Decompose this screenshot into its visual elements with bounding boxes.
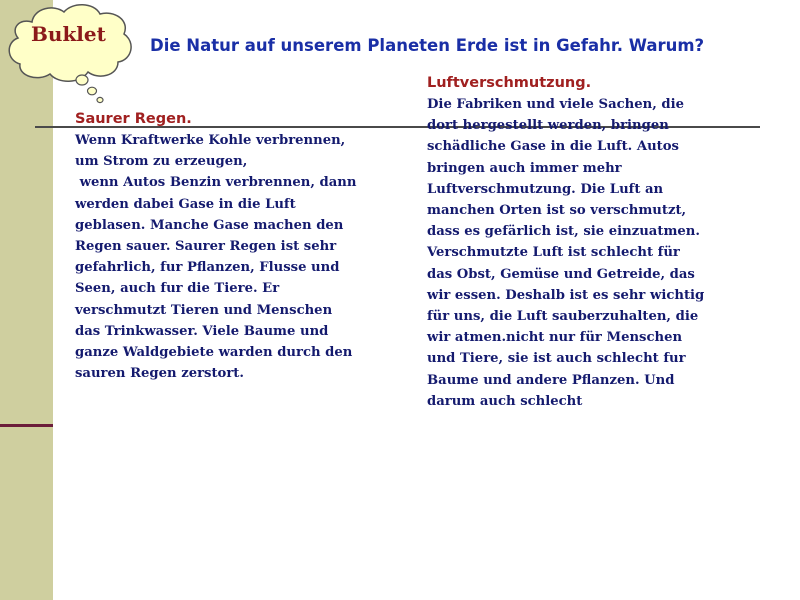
text-line: Wenn Kraftwerke Kohle verbrennen, <box>75 133 346 148</box>
text-line: das Obst, Gemüse und Getreide, das <box>427 266 695 282</box>
text-line: Baume und andere Pflanzen. Und <box>427 372 675 388</box>
text-line: wir atmen.nicht nur für Menschen <box>427 330 683 346</box>
text-line: Verschmutzte Luft ist schlecht für <box>427 245 680 261</box>
text-line: manchen Orten ist so verschmutzt, <box>427 203 687 219</box>
text-line: Regen sauer. Saurer Regen ist sehr <box>75 239 337 255</box>
section-body <box>427 94 727 412</box>
text-line: ganze Waldgebiete warden durch den <box>75 345 353 361</box>
text-line: werden dabei Gase in die Luft <box>75 196 296 212</box>
page-title: Die Natur auf unserem Planeten Erde ist in Gefahr. Warum? <box>150 36 705 55</box>
text-line: wenn Autos Benzin verbrennen, dann <box>75 175 357 191</box>
text-line: dort hergestellt werden, bringen <box>427 118 669 134</box>
acid-rain-section <box>75 108 385 384</box>
text-line: um Strom zu erzeugen, <box>75 154 248 170</box>
text-line: schädliche Gase in die Luft. Autos <box>427 139 679 155</box>
text-line: sauren Regen zerstort. <box>75 366 244 382</box>
air-pollution-section <box>427 72 727 412</box>
text-line: geblasen. Manche Gase machen den <box>75 217 344 233</box>
text-line: für uns, die Luft sauberzuhalten, die <box>427 309 699 325</box>
section-body <box>75 130 385 384</box>
text-line: verschmutzt Tieren und Menschen <box>75 302 333 318</box>
section-heading: Saurer Regen. <box>75 111 192 127</box>
text-line: Seen, auch fur die Tiere. Er <box>75 281 280 297</box>
sidebar-accent-line <box>0 424 53 427</box>
buklet-cloud-badge <box>2 0 142 110</box>
text-line: wir essen. Deshalb ist es sehr wichtig <box>427 287 705 303</box>
buklet-label: Buklet <box>31 22 106 46</box>
section-heading: Luftverschmutzung. <box>427 75 592 91</box>
thought-cloud-icon <box>2 0 142 110</box>
text-line: Die Fabriken und viele Sachen, die <box>427 97 685 112</box>
text-line: darum auch schlecht <box>427 393 583 409</box>
text-line: und Tiere, sie ist auch schlecht fur <box>427 351 686 367</box>
text-line: dass es gefärlich ist, sie einzuatmen. <box>427 224 700 240</box>
text-line: Luftverschmutzung. Die Luft an <box>427 181 664 197</box>
text-line: das Trinkwasser. Viele Baume und <box>75 323 329 339</box>
text-line: bringen auch immer mehr <box>427 160 622 176</box>
text-line: gefahrlich, fur Pflanzen, Flusse und <box>75 260 340 276</box>
